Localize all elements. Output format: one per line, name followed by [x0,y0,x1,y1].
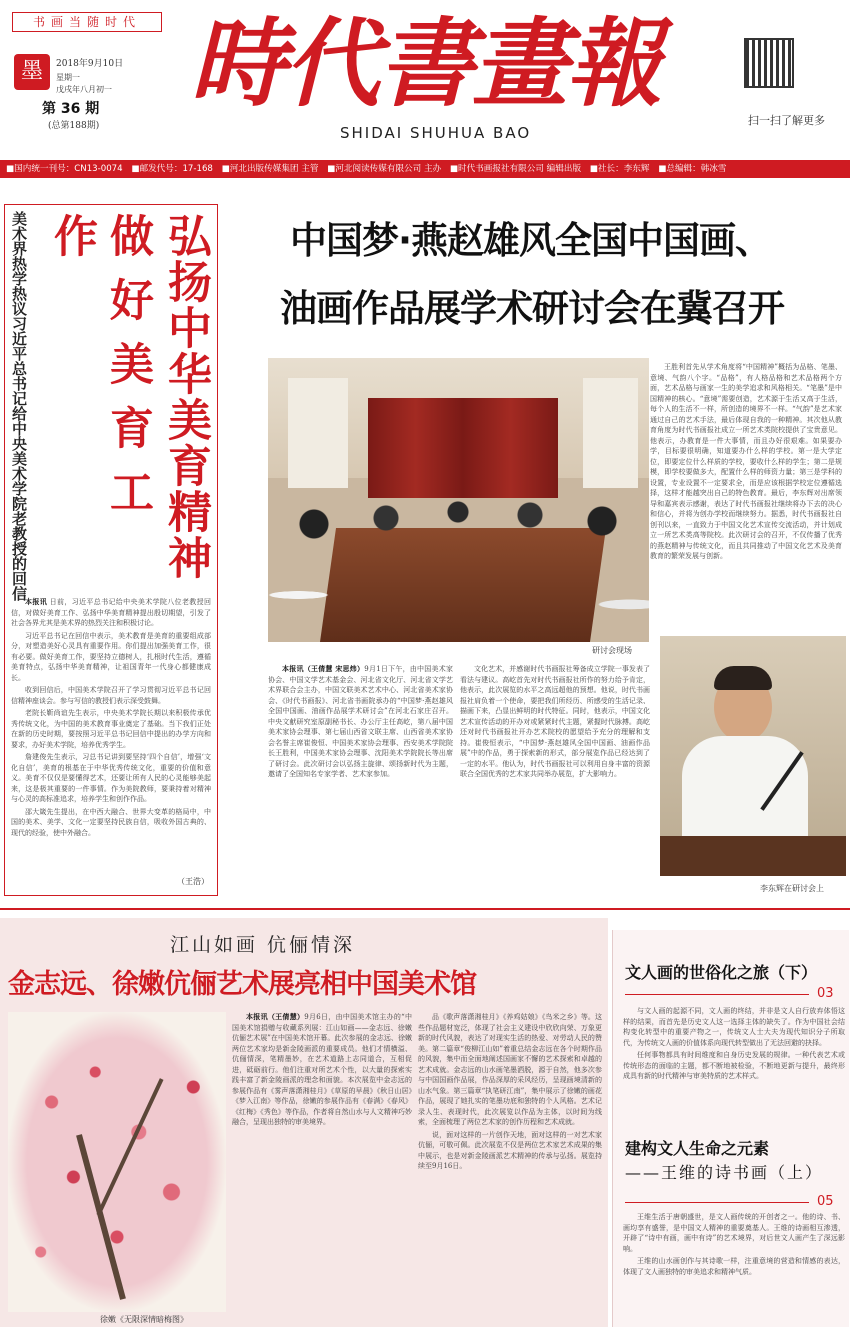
exhibit-kicker: 江山如画 伉俪情深 [170,934,356,956]
column-paragraph: 王维的山水画创作与其诗歌一样，注重意境的营造和情感的表达，体现了文人画独特的审美追求和精神气质。 [623,1257,845,1276]
side-paragraph: 邵大箴先生提出，在中西大融合、世界大变革的格局中，中国的美术、美学、文化一定要坚持民族自信，吸收外国古典的、现代的经验，使中外融合。 [11,807,211,837]
column-paragraph: 王维生活于唐朝盛世，是文人画传统的开创者之一。他的诗、书、画均享有盛誉，是中国文人精神的重要奠基人。王维的诗画相互渗透，开辟了“诗中有画，画中有诗”的艺术境界，对后世文人画产生了深远影响。 [623,1213,845,1253]
side-paragraph: 收到回信后，中国美术学院召开了学习贯彻习近平总书记回信精神座谈会。参与写信的教授们表示深受鼓舞。 [11,686,211,705]
plum-blossom-painting [8,1012,226,1312]
info-item: ■河北出版传媒集团 主管 [221,164,319,174]
column-paragraph: 与文人画的起源不同，文人画的终结，并非是文人自行放弃体悟这样的结果，而首先是历史文人这一选择主体的缺失了。作为中国社会结构变化转型中的重要产物之一，传统文人士大夫为现代知识分子所取代，为传统文人画的价值体系向现代转型做出了无法回避的抉择。 [623,1007,845,1047]
exhibit-paragraph: 本报讯（王倩慧）9月6日，由中国美术馆主办的“中国美术馆捐赠与收藏系列展：江山如画——金志远、徐嫩伉俪艺术展”在中国美术馆开幕。此次参展的金志远、徐嫩两位艺术家均是新金陵画派的重要成员。他们才情横溢、伉俪情深，笔精墨妙，在艺术道路上志同道合，互相促进，砥砺前行。他们注重对所艺术个性，以大量的探索实践丰富了新金陵画派的理念和面貌。本次展览中金志远的参展作品有《雾声落潇湘桂月》《草原的早晨》《秋日山居》《梦入江南》等作品，徐嫩的参展作品有《春满》《春风》《红梅》《秀色》等作品，作者将自然山水与人文精神巧妙融合，呈现出独特的审美境界。 [232,1012,412,1126]
page-ref-line [625,1202,809,1203]
main-col-2 [460,664,650,906]
painting-caption: 徐嫩《无限深情暗梅图》 [100,1315,188,1324]
info-item: ■总编辑：韩冰雪 [658,164,727,174]
page-ref-2[interactable]: 05 [817,1194,834,1209]
section-divider [0,908,850,910]
main-headline-1: 中国梦·燕赵雄风全国中国画、 [290,219,772,262]
column-paragraph: 任何事物都具有时间维度和自身历史发展的规律。一种代表艺术或传统形态的面临的主题，都不断地被检验，不断地更新与提升，最终形成具有新的时代精神与审美特质的艺术样式。 [623,1051,845,1080]
side-paragraph: 习近平总书记在回信中表示，美术教育是美育的重要组成部分，对塑造美好心灵具有重要作用。你们提出加强美育工作，很有必要。做好美育工作，要坚持立德树人，扎根时代生活，遵循美育特点，弘扬中华美育精神，让祖国青年一代身心都健康成长。 [11,631,211,682]
info-item: ■河北阅读传媒有限公司 主办 [327,164,442,174]
speaker-hair [714,666,772,690]
exhibit-col-1 [232,1012,412,1322]
issue-date: 2018年9月10日 [56,59,124,69]
side-headline-1: 弘扬中华美育精神 [160,213,211,581]
column-title-2a: 建构文人生命之元素 [625,1139,770,1158]
side-story [4,204,218,896]
attendee-shirts [268,548,649,642]
info-item: ■邮发代号：17-168 [131,164,213,174]
side-paragraph: 本报讯 日前，习近平总书记给中央美术学院八位老教授回信，对做好美育工作、弘扬中华美育精神提出殷切期望，引发了社会各界尤其是美术界的热烈关注和积极讨论。 [11,597,211,627]
side-author: （王浩） [177,877,209,886]
newspaper-title: 時代書畫報 [190,7,660,120]
page-ref-1[interactable]: 03 [817,986,834,1001]
main-paragraph: 文化艺术，并感谢时代书画报社筹备成立学院一事发表了看法与建议。高屹首先对时代书画报社所作的努力给予肯定，他表示，此次展览的水平之高远超他的预想。他说，时代书画报社肩负着一个使命，要把我们所经历、所感受的生活记录、描画下来，凸显出鲜明的时代特征。同时，他表示，中国文化艺术宣传活动的开办对或紧紧时代主题，紧握时代脉搏。高屹还对时代书画报社开办艺术院校的愿望给予充分的理解和支持。崔俊恒表示，“中国梦·燕赵雄风全国中国画、油画作品展”中的作品，勇于探索新的形式，部分展览作品已经达到了一定的水平。他认为，时代书画报社可以利用自身丰富的资源联合全国优秀的艺术家共同举办展览，扩大影响力。 [460,665,650,778]
column-title-2b: ——王维的诗书画（上） [625,1163,824,1182]
main-paragraph: 王胜利首先从学术角度将“中国精神”概括为品格、笔墨、意境、气韵八个字。“品格”，有人格品格和艺术品格两个方面，艺术品格与画家一生的美学追求和风格相关。“笔墨”是中国精神的核心。“意境”需要创造，艺术源于生活又高于生活，每个人的生活不一样，所创造的境界不一样。“气韵”是艺术家通过自己的艺术手法，最后体现自我的一种精神。其次他从教育角度为时代书画报社成立一所艺术类院校提供了宝贵意见。他表示，办教育是一件大事情，而且办好很艰难。如果要办学，目标要很明确，知道要办什么样的学校。第一是大学定位，即要定位什么样质的学校，要收什么样的学生；第二是规模，即学校要做多大，配置什么样的师资力量；第三是学科的设置，专业设置不一定要求全，而是应该根据学校定位遵循选择，这样才能越突出自己的特色教育。最后，李东辉对出席领导和嘉宾表示感谢，表达了时代书画报社继续将办下去的决心和信心，并将为创办学校而继续努力。据悉，时代书画报社自创刊以来，一直致力于中国文化艺术宣传交流活动，并计划成立一所艺术类高等院校。此次研讨会的召开，不仅传播了优秀的燕赵精神与传统文化，而且共同推动了中国文化艺术及美育教育的繁荣发展与创新。 [650,363,842,560]
column-title-1: 文人画的世俗化之旅（下） [625,963,818,982]
photo-caption: 研讨会现场 [592,646,632,655]
speaker-photo [660,636,846,876]
info-bar [0,160,850,178]
window [583,378,638,488]
exhibit-col-2 [418,1012,602,1322]
column-summary-1 [623,1006,845,1124]
issue-total: (总第188期) [48,121,100,131]
exhibit-paragraph: 品《歌声落潇湘桂月》《养鸡姑娘》《鸟米之乡》等。这些作品题材宽泛，体现了社会主义建设中欣欣向荣、万象更新的时代风貌，表达了对现实生活的热爱、对劳动人民的赞美。第二篇章“俊柳江山如”着重总结金志远在各个时期作品的风貌，集中而全面地阐述国画家不懈的艺术探索和卓越的艺术成就。金志远的山水画笔墨洒脱，源于自然，他多次参与中国国画作品展，作品深厚的采风经历，呈现画境清新的山水气象。第三篇章“执笔研江南”，集中展示了徐嫩的画花作品，展现了她扎实的笔墨功底和独特的个人风格。艺术记录人生、表现时代，此次展览以作品为主体，以时间为线索，全面梳理了两位艺术家的创作历程和艺术成就。 [418,1013,602,1126]
exhibit-story [0,918,608,1327]
page-ref-line [625,994,809,995]
meeting-photo [268,358,649,642]
side-subhead: 美术界热学热议习近平总书记给中央美术学院老教授的回信 [10,211,28,601]
main-headline-2: 油画作品展学术研讨会在冀召开 [280,287,784,330]
main-col-1 [268,664,453,906]
side-paragraph: 詹建俊先生表示，习总书记讲到要坚持‘四个自信’，增强‘文化自信’，美育的根基在于中华优秀传统文化，重要的价值和意义。美育不仅仅是要懂得艺术，还要让所有人民的心灵能够美起来，这是极其重要的一件事情。作为美院教师，要秉持着对精神与心灵的高标准追求，培养学生和创作作品。 [11,753,211,803]
series-label: 书画当随时代 [12,12,162,32]
issue-number: 第 36 期 [42,101,100,117]
window [288,378,348,488]
info-item: ■国内统一刊号：CN13-0074 [6,164,123,174]
info-item: ■社长：李东辉 [589,164,650,174]
newspaper-pinyin: SHIDAI SHUHUA BAO [340,124,532,142]
desk [660,836,846,876]
seal-icon: 墨 [14,54,50,90]
info-item: ■时代书画报社有限公司 编辑出版 [449,164,582,174]
qr-code[interactable] [744,38,794,88]
photo-caption: 李东辉在研讨会上 [760,884,824,893]
main-paragraph: 本报讯（王倩慧 宋思炜）9月1日下午，由中国美术家协会、中国文学艺术基金会、河北省文化厅、河北省文学艺术界联合会主办，中国文联美术艺术中心、河北省美术家协会、《时代书画报》、河北省书画院承办的“中国梦·燕赵雄风全国中国画、油画作品展学术研讨会”在河北石家庄召开。中央文献研究室原副秘书长、办公厅主任高屹，第八届中国美术家协会理事、第七届山西省文联主席、山西省美术家协会名誉主席崔俊恒、中国美术家协会理事、西安美术学院院长王胜利，中国美术家协会理事、沈阳美术学院院长等出席了研讨会。此次研讨会以弘扬主旋律、颂扬新时代为主题，邀请了全国知名专家学者、艺术家参加。 [268,664,453,778]
qr-caption: 扫一扫了解更多 [748,114,825,127]
issue-lunar: 戊戌年八月初一 [56,85,112,94]
column-summary-2 [623,1212,845,1322]
issue-weekday: 星期一 [56,73,80,82]
side-paragraph: 老院长靳尚谊先生表示，中央美术学院长期以来积极传承优秀传统文化，为中国的美术教育事业奠定了基础。当下我们正处在新的历史时期，要按照习近平总书记回信中提出的办学方向和要求，办好美术学院，培养优秀学生。 [11,709,211,749]
main-col-3 [650,362,842,674]
curtain-red [368,398,558,498]
side-headline-2: 做好美育工作 [46,213,153,533]
exhibit-headline: 金志远、徐嫩伉俪艺术展亮相中国美术馆 [8,969,476,1000]
exhibit-paragraph: 说，面对这样的一片创作天地，面对这样的一对艺术家伉俪，可敬可佩。此次展览不仅是两位艺术家艺术成果的集中展示，也是对新金陵画派艺术精神的传承与弘扬。展览持续至9月16日。 [418,1130,602,1170]
masthead [0,0,850,160]
side-body [11,597,211,887]
column-story [612,930,849,1327]
attendees [278,488,638,548]
